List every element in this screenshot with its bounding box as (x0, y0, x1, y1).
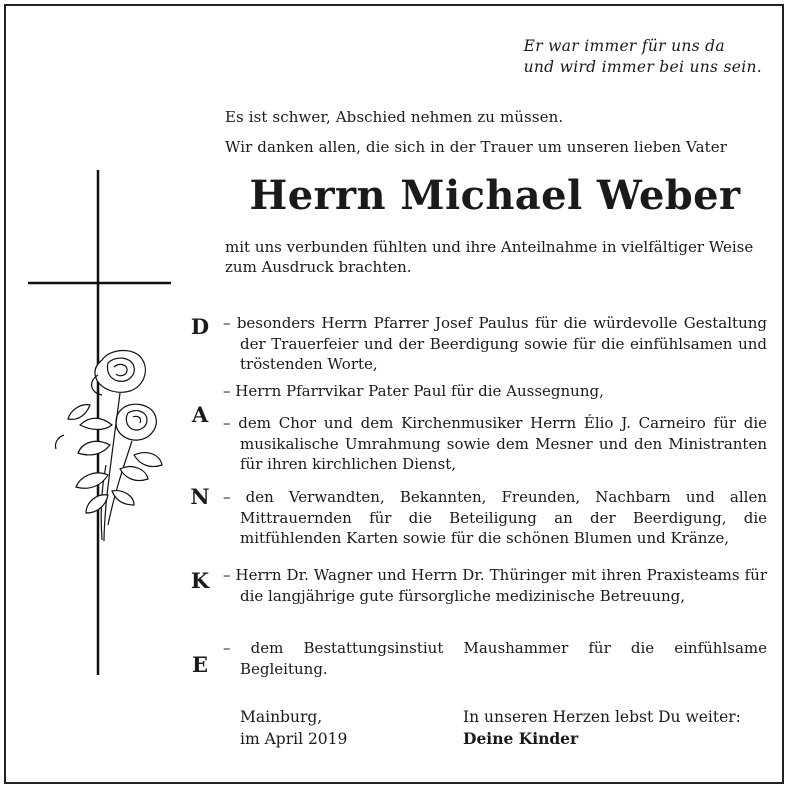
intro-line-2: Wir danken allen, die sich in der Trauer um unseren lieben Vater (225, 138, 727, 156)
footer-place-date (240, 706, 347, 750)
footer-signature: Deine Kinder (463, 729, 579, 748)
thanks-item-pastor: – besonders Herrn Pfarrer Josef Paulus für die würdevolle Gestaltung der Trauerfeier und der Beerdigung sowie für die einfühlsamen und tröstenden Worte, (223, 314, 767, 373)
thanks-item-vicar: – Herrn Pfarrvikar Pater Paul für die Aussegnung, (223, 382, 604, 400)
footer-date: im April 2019 (240, 730, 348, 748)
danke-letter-d: D (190, 314, 210, 339)
thanks-item-doctors: – Herrn Dr. Wagner und Herrn Dr. Thüringer mit ihren Praxisteams für die langjährige gute fürsorgliche medizinische Betreuung, (223, 566, 767, 605)
deceased-name: Herrn Michael Weber (249, 172, 741, 219)
footer-farewell: In unseren Herzen lebst Du weiter: (463, 708, 741, 726)
danke-letter-a: A (191, 402, 209, 427)
footer-signature-block (463, 706, 741, 750)
danke-letter-n: N (190, 484, 210, 509)
quote-line-2: und wird immer bei uns sein. (523, 58, 762, 76)
quote-line-1: Er war immer für uns da (523, 37, 725, 55)
danke-letter-k: K (190, 568, 210, 593)
thanks-item-choir: – dem Chor und dem Kirchenmusiker Herrn Élio J. Carneiro für die musikalische Umrahmung sowie dem Mesner und den Ministranten für ihren kirchlichen Dienst, (223, 414, 767, 473)
footer-place: Mainburg, (240, 708, 323, 726)
thanks-item-undertaker: – dem Bestattungsinstiut Maushammer für die einfühlsame Begleitung. (223, 639, 767, 678)
intro-line-1: Es ist schwer, Abschied nehmen zu müssen. (225, 108, 564, 126)
thanks-item-relatives: – den Verwandten, Bekannten, Freunden, Nachbarn und allen Mittrauernden für die Beteiligung an der Beerdigung, die mitfühlenden Karten sowie für die schönen Blumen und Kränze, (223, 488, 767, 547)
roses-icon (50, 345, 170, 545)
danke-letter-e: E (191, 652, 208, 677)
memorial-quote (524, 36, 762, 78)
thanks-paragraph: mit uns verbunden fühlten und ihre Anteilnahme in vielfältiger Weise zum Ausdruck brachten. (225, 238, 754, 276)
